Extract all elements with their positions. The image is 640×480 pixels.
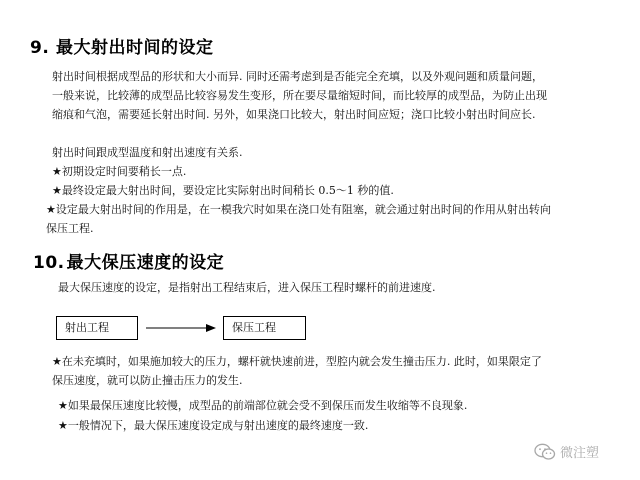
bullet-text: 设定最大射出时间的作用是，在一模我穴时如果在浇口处有阻塞，就会通过射出时间的作用从射出转向保压工程. [46, 203, 551, 235]
watermark-text: 微注塑 [560, 446, 600, 461]
bullet-text: 如果最保压速度比较慢，成型品的前端部位就会受不到保压而发生收缩等不良现象. [67, 399, 468, 412]
section-10-bullet-3 [58, 416, 558, 435]
star-icon: ★ [52, 165, 62, 178]
star-icon: ★ [58, 399, 68, 412]
bullet-text: 最终设定最大射出时间，要设定比实际射出时间稍长 0.5～1 秒的值. [61, 184, 394, 197]
section-9-bullet-2 [52, 181, 552, 200]
section-10-heading [33, 248, 224, 273]
bullet-text: 一般情况下，最大保压速度设定成与射出速度的最终速度一致. [67, 419, 369, 432]
flow-box-injection: 射出工程 [56, 316, 138, 340]
bullet-text: 初期设定时间要稍长一点. [61, 165, 187, 178]
section-10-number: 10. [33, 253, 65, 273]
star-icon: ★ [52, 184, 62, 197]
star-icon: ★ [58, 419, 68, 432]
section-10-title: 最大保压速度的设定 [66, 253, 225, 273]
star-icon: ★ [46, 203, 56, 216]
star-icon: ★ [52, 355, 62, 368]
watermark [534, 442, 599, 461]
flow-box-holding: 保压工程 [223, 316, 306, 340]
flow-arrow-icon [146, 322, 216, 334]
section-9-bullet-1 [52, 162, 552, 181]
wechat-icon [534, 443, 556, 461]
section-9-number: 9. [30, 38, 50, 58]
section-9-line: 射出时间跟成型温度和射出速度有关系. [52, 146, 243, 159]
section-10-intro: 最大保压速度的设定，是指射出工程结束后，进入保压工程时螺杆的前进速度. [58, 281, 436, 294]
section-9-title: 最大射出时间的设定 [56, 38, 214, 58]
section-9-paragraph: 射出时间根据成型品的形状和大小而异. 同时还需考虑到是否能完全充填，以及外观问题和质量问题，一般来说，比较薄的成型品比较容易发生变形，所在要尽量缩短时间，而比较厚的成型品，为防止出现缩痕和气泡，需要延长射出时间. 另外，如果浇口比较大，射出时间应短；浇口比较小射出时间应长. [52, 70, 547, 121]
section-9-bullet-3 [46, 200, 556, 238]
section-10-bullet-1 [52, 352, 552, 390]
section-10-bullet-2 [58, 396, 558, 415]
section-9-heading [30, 33, 214, 58]
bullet-text: 在未充填时，如果施加较大的压力，螺杆就快速前进，型腔内就会发生撞击压力. 此时，如果限定了保压速度，就可以防止撞击压力的发生. [52, 355, 542, 387]
